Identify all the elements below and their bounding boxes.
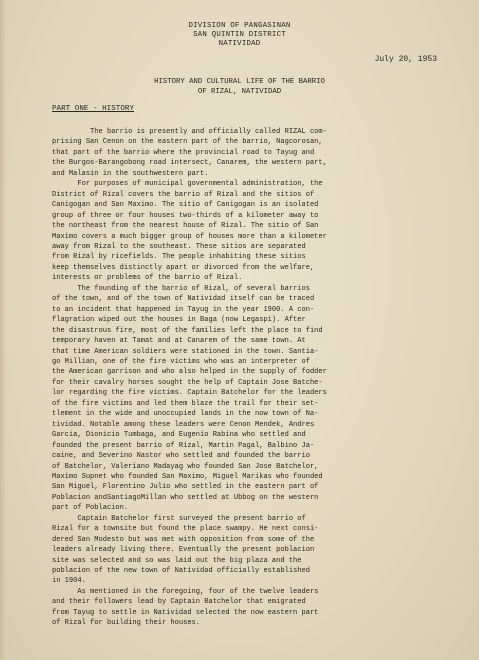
body-line: away from Rizal to the southeast. These sitios are separated [52,242,306,251]
body-line: of the town, and of the town of Natividad itself can be traced [52,295,315,304]
body-line: As mentioned in the foregoing, four of the twelve leaders [52,587,319,596]
body-line: District of Rizal covers the barrio of Rizal and the sitios of [52,190,315,199]
body-line: The founding of the barrio of Rizal, of several barrios [52,284,310,293]
body-line: and Malasin in the southwestern part. [52,169,209,178]
body-line: group of three or four houses two-thirds of a kilometer away to [52,211,319,220]
body-line: part of Poblacion. [52,504,129,513]
body-line: Poblacion andSantiagoMillan who settled at Ubbog on the western [52,493,319,502]
title-line-1: HISTORY AND CULTURAL LIFE OF THE BARRIO [154,78,325,86]
body-line: Captain Batchelor first surveyed the present barrio of [52,514,306,523]
body-line: the northeast from the nearest house of Rizal. The sitio of San [52,222,319,231]
body-line: The barrio is presently and officially called RIZAL com- [52,128,327,136]
header-town: NATIVIDAD [218,40,261,48]
header-district: SAN QUINTIN DISTRICT [193,31,286,39]
page-edge-shadow [0,0,6,660]
body-line: the disastrous fire, most of the families left the place to find [52,326,323,335]
body-line: caine, and Severino Nastor who settled and founded the barrio [52,452,310,461]
body-line: that part of the barrio where the provincial road to Tayug and [52,148,315,157]
body-line: interests or problems of the barrio of Rizal. [52,274,243,283]
body-line: that time American soldiers were stationed in the town. Santia- [52,347,319,356]
body-line: prising San Cenon on the eastern part of the barrio, Nagcorosan, [52,138,323,147]
body-line: the Burgos-Barangobong road intersect, Canarem, the western part, [52,159,327,168]
body-line: Maximo covers a much bigger group of houses more than a kilometer [52,232,327,241]
body-line: Canigogan and San Maximo. The sitio of Canigogan is an isolated [52,201,319,210]
body-line: for their cavalry horses sought the help of Captain Jose Batche- [52,378,323,387]
body-line: tlement in the wide and unoccupied lands in the now town of Na- [52,410,319,419]
body-line: Maximo Supnet who founded San Maximo, Miguel Marikas who founded [52,472,323,481]
body-line: of Rizal for building their houses. [52,619,201,628]
body-line: Rizal for a townsite but found the place swampy. He next consi- [52,525,319,534]
body-line: Garcia, Dionicio Tumbaga, and Eugenio Rabina who settled and [52,431,306,440]
body-line: go Millian, one of the fire victims who was an interpreter of [52,357,310,366]
division-header [0,22,479,49]
header-division: DIVISION OF PANGASINAN [188,22,291,30]
document-date: July 20, 1953 [374,55,437,64]
body-line: leaders already living there. Eventually the present poblacion [52,546,315,555]
body-line: to an incident that happened in Tayug in the year 1900. A con- [52,305,315,314]
title-line-2: OF RIZAL, NATIVIDAD [197,87,282,96]
body-line: For purposes of municipal governmental administration, the [52,180,323,189]
body-line: keep themselves distinctly apart or divorced from the welfare, [52,263,315,272]
body-line: in 1904. [52,577,86,586]
body-line: poblacion of the new town of Natividad officially established [52,567,310,576]
body-line: founded the present barrio of Rizal, Martin Pagal, Balbino Ja- [52,441,315,450]
body-line: tividad. Notable among these leaders were Cenon Mendek, Andres [52,420,315,429]
body-line: and their followers lead by Captain Batchelor that emigrated [52,598,306,607]
section-heading: PART ONE - HISTORY [52,105,135,113]
body-line: dered San Modesto but was met with opposition from some of the [52,535,315,544]
body-line: lor regarding the fire victims. Captain Batchelor for the leaders [52,389,327,398]
body-line: the American garrison and who also helped in the supply of fodder [52,368,327,377]
body-line: from Rizal by ricefields. The people inhabiting these sitios [52,253,306,262]
body-line: from Tayug to settle in Natividad selected the now eastern part [52,608,319,617]
body-line: site was selected and so was laid out the big plaza and the [52,556,302,565]
body-line: temporary haven at Tamat and at Canarem of the same town. At [52,337,306,346]
body-line: flagration wiped out the houses in Baga (now Legaspi). After [52,316,306,325]
body-line: San Miguel, Florentino Julio who settled in the eastern part of [52,483,319,492]
body-line: of Batchelor, Valeriano Madayag who founded San Jose Batchelor, [52,462,319,471]
body-text [52,127,449,629]
document-title [0,78,479,97]
body-line: of the fire victims and led them blaze the trail for their set- [52,399,319,408]
